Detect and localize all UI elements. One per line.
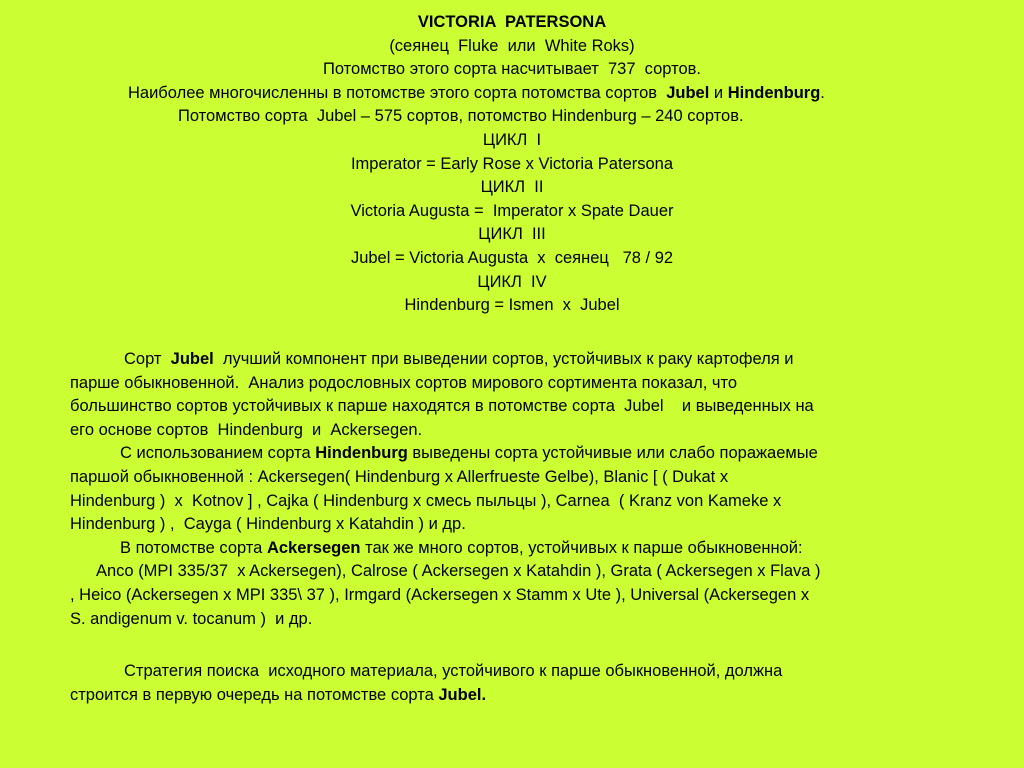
cycle-2-label: ЦИКЛ II xyxy=(480,178,544,197)
para3-line4: S. andigenum v. tocanum ) и др. xyxy=(70,609,313,628)
para4-line2 xyxy=(70,684,970,708)
para1-lead: Сорт xyxy=(124,350,171,368)
cycle-1-label: ЦИКЛ I xyxy=(482,130,542,149)
line-most xyxy=(0,82,1024,106)
line-count: Потомство этого сорта насчитывает 737 сортов. xyxy=(322,60,701,79)
line-most-text: Наиболее многочисленны в потомстве этого сорта потомства сортов xyxy=(128,83,667,102)
para1-line1 xyxy=(70,348,970,372)
para3-line3: , Heico (Ackersegen x MPI 335\ 37 ), Irmgard (Ackersegen x Stamm x Ute ), Universal (Ackersegen x xyxy=(70,585,810,604)
cycle-2-formula: Victoria Augusta = Imperator x Spate Dauer xyxy=(350,201,674,220)
para1-jubel: Jubel xyxy=(170,350,214,368)
para3-lead: В потомстве сорта xyxy=(120,538,267,557)
para4-lead: строится в первую очередь на потомстве сорта xyxy=(70,685,439,704)
cycle-4-label: ЦИКЛ IV xyxy=(477,272,547,291)
cycle-3-formula: Jubel = Victoria Augusta x сеянец 78 / 92 xyxy=(350,248,674,267)
subtitle: (сеянец Fluke или White Roks) xyxy=(389,36,635,55)
para2-line2: паршой обыкновенной : Ackersegen( Hindenburg x Allerfrueste Gelbe), Blanic [ ( Dukat x xyxy=(70,467,729,486)
para1-line4: его основе сортов Hindenburg и Ackersegen. xyxy=(70,420,423,439)
para2-rest: выведены сорта устойчивые или слабо поражаемые xyxy=(407,444,818,463)
para3-ackersegen: Ackersegen xyxy=(266,538,361,557)
para2-line4: Hindenburg ) , Cayga ( Hindenburg x Katahdin ) и др. xyxy=(70,515,466,534)
cycle-1-formula: Imperator = Early Rose x Victoria Patersona xyxy=(350,154,674,173)
para2-line1 xyxy=(70,442,970,466)
paragraph-jubel xyxy=(70,348,970,631)
para2-line3: Hindenburg ) x Kotnov ] , Cajka ( Hindenburg x смесь пыльцы ), Carnea ( Kranz von Kameke x xyxy=(70,491,782,510)
para4-line1: Стратегия поиска исходного материала, устойчивого к парше обыкновенной, должна xyxy=(124,662,783,680)
para1-rest: лучший компонент при выведении сортов, устойчивых к раку картофеля и xyxy=(213,350,794,368)
line-most-hindenburg: Hindenburg xyxy=(727,83,821,102)
paragraph-strategy xyxy=(70,660,970,707)
para3-line2: Anco (MPI 335/37 x Ackersegen), Calrose ( Ackersegen x Katahdin ), Grata ( Ackersegen x Flava ) xyxy=(96,562,821,581)
para2-hindenburg: Hindenburg xyxy=(315,444,408,463)
para1-line3: большинство сортов устойчивых к парше находятся в потомстве сорта Jubel и выведенных на xyxy=(70,397,814,416)
para3-line1 xyxy=(70,537,970,561)
para1-line2: парше обыкновенной. Анализ родословных сортов мирового сортимента показал, что xyxy=(70,373,738,392)
para2-lead: С использованием сорта xyxy=(120,444,316,463)
cycle-4-formula: Hindenburg = Ismen x Jubel xyxy=(404,296,620,315)
cycle-3-label: ЦИКЛ III xyxy=(478,225,546,244)
title: VICTORIA PATERSONA xyxy=(417,13,607,31)
line-offspring: Потомство сорта Jubel – 575 сортов, потомство Hindenburg – 240 сортов. xyxy=(178,107,744,126)
line-most-end: . xyxy=(820,83,825,102)
line-most-mid: и xyxy=(709,83,728,102)
para4-jubel: Jubel. xyxy=(438,685,487,704)
para3-rest: так же много сортов, устойчивых к парше обыкновенной: xyxy=(360,538,803,557)
line-most-jubel: Jubel xyxy=(666,83,710,102)
